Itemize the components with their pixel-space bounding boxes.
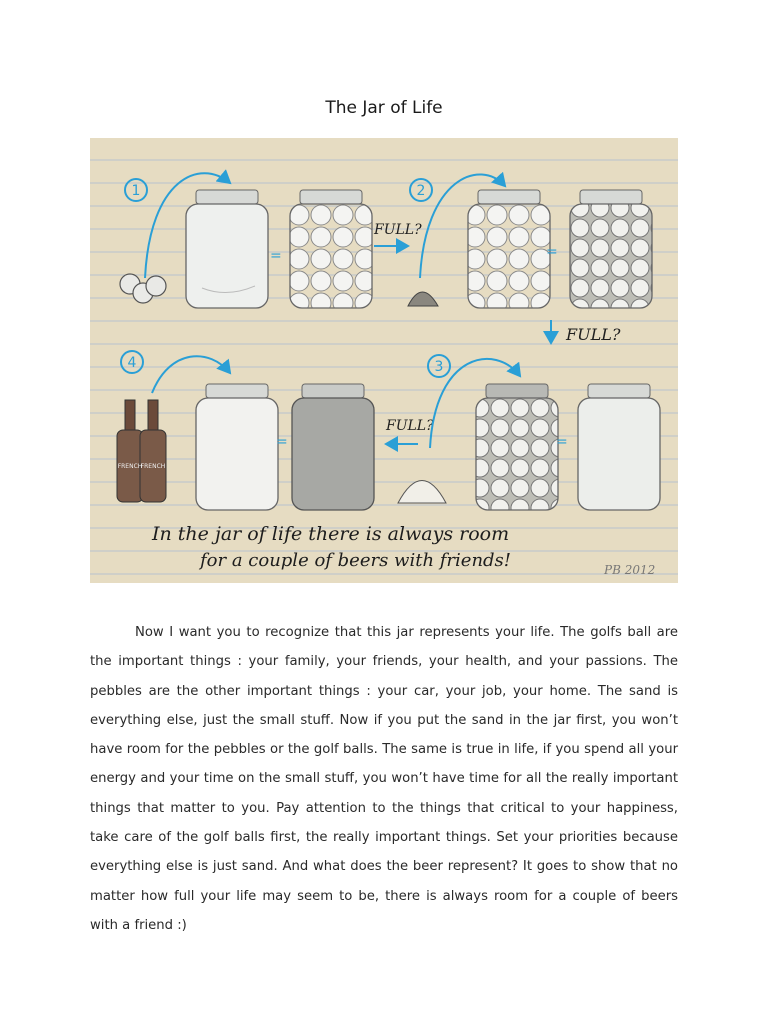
bottle-label-2: FRENCH — [140, 463, 166, 470]
signature: PB 2012 — [604, 563, 656, 577]
step-number-2 — [410, 179, 432, 201]
equals-2: = — [546, 244, 558, 260]
full-label-2: FULL? — [566, 325, 621, 344]
equals-4: = — [276, 434, 288, 450]
step-number-1 — [125, 179, 147, 201]
equals-3: = — [556, 434, 568, 450]
jar-full — [578, 384, 660, 510]
svg-text:2: 2 — [416, 183, 426, 199]
jar-golf-balls-2 — [468, 190, 550, 308]
caption-line-1: In the jar of life there is always room — [152, 523, 510, 545]
jar-golf-balls-pebbles — [570, 190, 652, 308]
caption-line-2: for a couple of beers with friends! — [200, 550, 512, 571]
body-paragraph: Now I want you to recognize that this jar represents your life. The golfs ball are the important things : your family, your friends, your health, and your passions. The pebbles are the other important things : your car, your job, your home. The sand is everything else, just the small stuff. Now if you put the sand in the jar first, you won’t have room for the pebbles or the golf balls. The same is true in life, if you spend all your energy and your time on the small stuff, you won’t have time for all the really important things that matter to you. Pay attention to the things that critical to your happiness, take care of the golf balls first, the really important things. Set your priorities because everything else is just sand. And what does the beer represent? It goes to show that no matter how full your life may seem to be, there is always room for a couple of beers with a friend :) — [90, 625, 678, 933]
sand-pile — [398, 481, 446, 504]
step-number-3 — [428, 355, 450, 377]
jar-full-sand — [196, 384, 278, 510]
svg-text:3: 3 — [434, 359, 444, 375]
jar-with-beer — [292, 384, 374, 510]
svg-text:1: 1 — [131, 183, 141, 199]
document-title: The Jar of Life — [325, 98, 443, 118]
step-number-4 — [121, 351, 143, 373]
jar-golf-balls — [290, 190, 372, 308]
jar-empty — [186, 190, 268, 308]
equals-1: = — [270, 248, 282, 264]
golf-balls — [120, 274, 166, 303]
pebbles-pile — [408, 292, 438, 306]
full-label-3: FULL? — [386, 418, 434, 434]
jar-of-life-illustration — [90, 138, 678, 583]
jar-golf-balls-pebbles-2 — [476, 384, 558, 510]
bottle-label-1: FRENCH — [117, 463, 143, 470]
beer-bottles — [117, 400, 166, 502]
svg-text:4: 4 — [127, 355, 137, 371]
full-label-1: FULL? — [374, 222, 422, 238]
